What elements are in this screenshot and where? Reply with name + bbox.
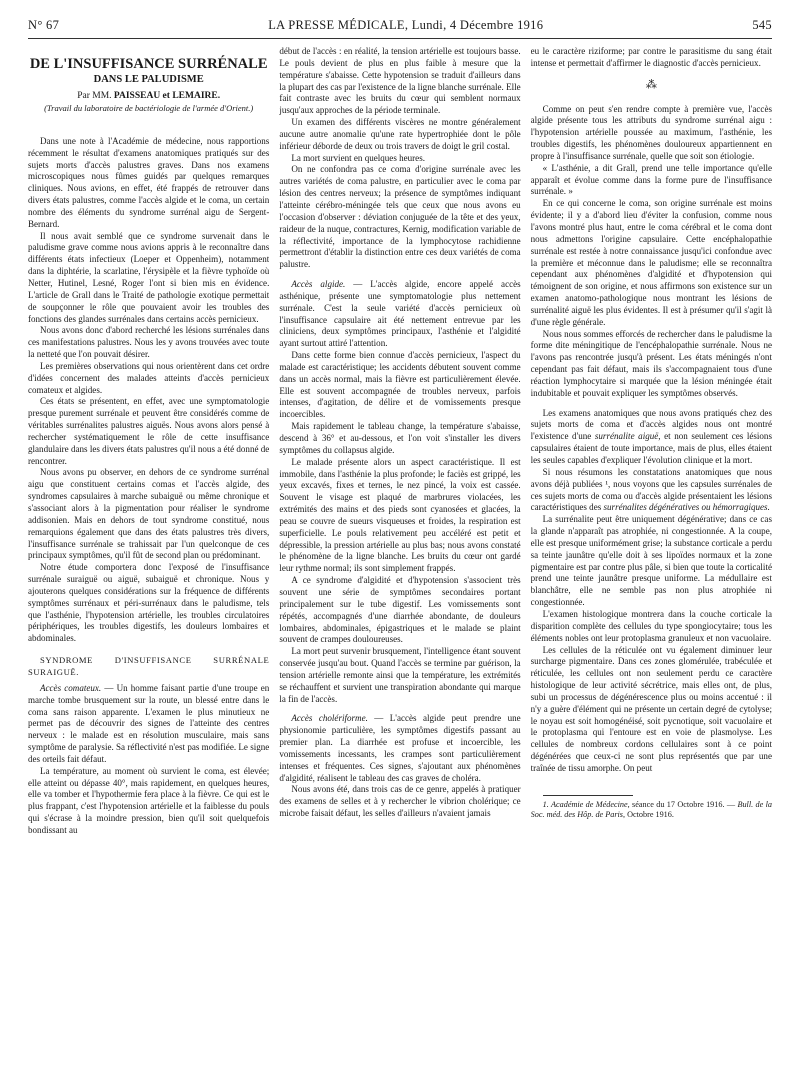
paragraph-lead: Accès cholériforme. bbox=[291, 713, 368, 724]
issue-number: N° 67 bbox=[28, 17, 60, 32]
page-number: 545 bbox=[752, 17, 772, 32]
paragraph: A ce syndrome d'algidité et d'hypotension s'associent très souvent une série de symptômes secondaires portant principalement sur le tube digestif. Les vomissements sont répétés, accompagnés d'une diarrhée abondante, de douleurs lombaires, abdominales, épigastriques et le malade se plaint souvent de crampes douloureuses. bbox=[279, 575, 521, 645]
footnote-text: , Octobre 1916. bbox=[622, 810, 674, 820]
paragraph: La température, au moment où survient le coma, est élevée; elle atteint ou dépasse 40°, mais rapidement, en quelques heures, elle va tomber et l'hypothermie fera place à la fièvre. Ce qui est le plus frappant, c'est l'hypotension artérielle et la faiblesse du pouls qui s'écrase à la moindre pression, bien qu'il soit quelquefois bondissant au bbox=[28, 765, 270, 835]
paragraph-emphasis: surrénalite aiguë bbox=[594, 431, 659, 442]
footnote-source: 1. Académie de Médecine bbox=[542, 799, 628, 809]
paragraph: La mort survient en quelques heures. bbox=[291, 152, 425, 163]
paragraph: Ces états se présentent, en effet, avec une symptomatologie presque purement surrénale et peuvent être considérés comme de véritables surrénalites palustres aiguës. Nous avons alors pensé à rechercher systématiquement le rôle de cette insuffisance glandulaire dans les divers états palustres qu'il nous a été donné de rencontrer. bbox=[28, 396, 270, 466]
paragraph bbox=[531, 467, 772, 514]
column-1 bbox=[28, 46, 269, 1068]
paragraph: eu le caractère riziforme; par contre le parasitisme du sang était intense et permettait d'affirmer le diagnostic d'accès pernicieux. bbox=[530, 46, 772, 68]
paragraph-lead: Accès comateux. bbox=[40, 682, 102, 693]
running-header bbox=[28, 14, 772, 36]
paragraph: Nous nous sommes efforcés de rechercher dans le paludisme la forme dite méningitique de l'encéphalopathie surrénale. Nous ne l'avons pas rencontrée jusqu'à présent. Les états méningés n'ont cependant pas fait défaut, mais ils s'accompagnaient tous d'une réaction lymphocytaire si marquée que la lésion méningée était indubitable et pouvait expliquer les symptômes observés. bbox=[530, 328, 772, 398]
paragraph: L'examen histologique montrera dans la couche corticale la disparition complète des cellules du type spongiocytaire; tous les éléments nobles ont leur protoplasma granuleux et non vacuolaire. bbox=[530, 608, 772, 643]
footnote bbox=[531, 800, 772, 821]
paragraph-text: , et non seulement ces lésions capsulaires étaient de toute importance, mais de plus, elles étaient les seules capables d'expliquer l'évolution clinique et la mort. bbox=[530, 431, 772, 465]
paragraph-text: Si nous résumons les constatations anatomiques que nous avons déjà publiées ¹, nous voyons que les capsules surrénales de ces sujets morts de coma ou d'accès algide présentaient les lésions caractéristiques des bbox=[530, 466, 772, 513]
journal-title: LA PRESSE MÉDICALE, Lundi, 4 Décembre 1916 bbox=[268, 17, 544, 32]
paragraph bbox=[279, 713, 520, 784]
authors-prefix: Par MM. bbox=[77, 91, 112, 101]
paragraph-emphasis: surrénalites dégénératives ou hémorragiques. bbox=[603, 502, 770, 513]
paragraph: Nous avons donc d'abord recherché les lésions surrénales dans ces manifestations palustres. Nous les y avons trouvées avec toute la netteté que l'on pouvait désirer. bbox=[28, 325, 270, 360]
paragraph-text: Les examens anatomiques que nous avons pratiqués chez des sujets morts de coma et d'accès algides nous ont montré l'existence d'une bbox=[530, 407, 772, 442]
paragraph: Nous avons été, dans trois cas de ce genre, appelés à pratiquer des examens de selles et à y rechercher le vibrion cholérique; ce microbe faisait défaut, les selles d'ailleurs n'avaient jamais bbox=[279, 784, 521, 819]
column-2 bbox=[279, 46, 520, 1068]
paragraph-text: — L'accès algide, encore appelé accès asthénique, présente une symptomatologie plus nettement surrénale. C'est la seule variété d'accès pernicieux où l'insuffisance capsulaire ait été nettement entrevue par les cliniciens, deux symptômes principaux, l'asthénie et l'algidité ayant surtout attiré l'attention. bbox=[279, 279, 521, 349]
paragraph: La mort peut survenir brusquement, l'intelligence étant souvent conservée jusqu'au bout. Quand l'accès se termine par guérison, la tension artérielle remonte ainsi que la température, les extrémités se réchauffent et survient une transpiration abondante qui marque la fin de l'accès. bbox=[279, 646, 521, 704]
article-title: DE L'INSUFFISANCE SURRÉNALE bbox=[29, 56, 268, 72]
paragraph: Nous avons pu observer, en dehors de ce syndrome surrénal aigu que constituent certains comas et l'accès algide, des syndromes capsulaires à marche subaiguë ou même chronique et s'associant alors à la pigmentation pour réaliser le syndrome addisonien. Mais en dehors de tout syndrome constitué, nous remarquions également que dans des états palustres très divers, l'insuffisance surrénale se trahissait par l'un quelconque de ces principaux symptômes, qu'il fût de second plan ou prédominant. bbox=[28, 467, 270, 561]
paragraph-text: — L'accès algide peut prendre une physionomie particulière, les symptômes digestifs passant au premier plan. La diarrhée est profuse et incoercible, les vomissements incessants, les crampes sont particulièrement intenses et fréquentes. Ces signes, s'ajoutant aux phénomènes d'algidité, réalisent le tableau des cas graves de choléra. bbox=[279, 713, 521, 783]
paragraph: « L'asthénie, a dit Grall, prend une telle importance qu'elle apparaît et évolue comme dans la forme pure de l'insuffisance surrénale. » bbox=[530, 162, 772, 197]
article-affiliation: (Travail du laboratoire de bactériologie de l'armée d'Orient.) bbox=[44, 102, 254, 113]
paragraph: En ce qui concerne le coma, son origine surrénale est moins évidente; il y a d'abord lieu d'éviter la confusion, comme nous l'avons montré plus haut, entre le coma cérébral et le coma dont nous admettons l'origine capsulaire. Cette encéphalopathie surrénale est restée à notre connaissance jusqu'ici confondue avec la première et méconnue dans le paludisme; elle se reconnaîtra cependant aux phénomènes d'algidité et d'hypotension qui témoignent de son origine, et nous affirmons son existence sur un examen anatomo-pathologique nous montrant les lésions de surrénalité aiguë les plus évidentes. Il est à présumer qu'il s'agit là d'une règle générale. bbox=[530, 198, 772, 327]
paragraph-text: — Un homme faisant partie d'une troupe en marche tombe brusquement sur la route, un blessé entre dans le coma sans raison apparente. L'examen le plus minutieux ne permet pas de découvrir des signes de l'atteinte des centres nerveux : le malade est en résolution musculaire, mais sans symptôme de paralysie. Sa réflectivité n'est pas modifiée. Le signe des orteils fait défaut. bbox=[28, 682, 270, 764]
paragraph: On ne confondra pas ce coma d'origine surrénale avec les autres variétés de coma palustre, en particulier avec le coma par lésion des centres nerveux; la présence de symptômes indiquant l'atteinte cérébro-méningée tels que ceux que nous avons eu l'occasion d'observer : déviation conjuguée de la tête et des yeux, raideur de la nuque, contractures, Kernig, modification variable de la réflectivité, importance de la lymphocytose rachidienne permettront d'établir la distinction entre ces deux variétés de coma palustre. bbox=[279, 164, 521, 270]
footnote-source: Bull. de la Soc. méd. des Hôp. de Paris bbox=[530, 799, 772, 820]
column-3 bbox=[531, 46, 772, 1068]
paragraph: Notre étude comportera donc l'exposé de l'insuffisance surrénale suraiguë ou aiguë, subaiguë et chronique. Nous y ajouterons quelques considérations sur la fréquence de différents symptômes surrénaux et péri-surrénaux dans le paludisme, tels que l'asthénie, l'hypotension artérielle, les troubles circulatoires périphériques, les troubles digestifs, les douleurs lombaires et abdominales. bbox=[28, 562, 270, 644]
paragraph: Comme on peut s'en rendre compte à première vue, l'accès algide présente tous les attributs du syndrome surrénal aigu : l'hypotension artérielle poussée au maximum, l'asthénie, les troubles digestifs, les phénomènes douloureux appartiennent en propre à l'insuffisance surrénale, quelle que soit son étiologie. bbox=[530, 103, 772, 161]
authors-names: PAISSEAU et LEMAIRE. bbox=[113, 91, 221, 101]
paragraph: Un examen des différents viscères ne montre généralement aucune autre anomalie qu'une rate hypertrophiée dont le pôle inférieur déborde de deux ou trois travers de doigt le gril costal. bbox=[279, 117, 521, 151]
article-subtitle: DANS LE PALUDISME bbox=[93, 74, 204, 85]
paragraph-lead: Accès algide. bbox=[291, 279, 346, 290]
paragraph: Dans une note à l'Académie de médecine, nous rapportions récemment le résultat d'examens anatomiques pratiqués sur des sujets morts d'accès palustres graves. Dans nos examens microscopiques nous fûmes guidés par quelques remarques cliniques. Nous avions, en effet, été frappés de retrouver dans divers états palustres, comme l'accès algide et le coma, un certain nombre des éléments du syndrome surrénal aigu de Sergent-Bernard. bbox=[28, 135, 270, 229]
paragraph bbox=[531, 408, 772, 467]
section-heading: SYNDROME D'INSUFFISANCE SURRÉNALE SURAIGUË. bbox=[28, 655, 270, 677]
paragraph bbox=[279, 279, 520, 350]
paragraph: Les premières observations qui nous orientèrent dans cet ordre d'idées concernent des malades atteints d'accès pernicieux comateux et algides. bbox=[28, 360, 270, 395]
section-separator: ⁂ bbox=[645, 78, 657, 91]
paragraph: Le malade présente alors un aspect caractéristique. Il est immobile, dans l'asthénie la plus profonde; le faciès est grippé, les yeux excavés, fixes et ternes, le nez pincé, la voix est cassée. Souvent le visage est plaqué de marbrures violacées, les extrémités des mains et des pieds sont cyanosées et glacées, la peau se couvre de sueurs visqueuses et froides, la respiration est superficielle. Le pouls relativement peu accéléré est petit et dépressible, la pression artérielle au plus bas; nous avons constaté le phénomène de la ligne blanche. Les bruits du cœur ont gardé leur rythme normal; ils sont simplement frappés. bbox=[279, 456, 521, 574]
header-rule bbox=[28, 38, 772, 39]
article-columns bbox=[28, 46, 772, 1068]
paragraph: Mais rapidement le tableau change, la température s'abaisse, descend à 36° et au-dessous, et l'on voit s'installer les divers symptômes du collapsus algide. bbox=[279, 421, 521, 455]
paragraph bbox=[28, 683, 269, 766]
footnote-rule bbox=[543, 795, 633, 796]
article-authors bbox=[28, 91, 269, 103]
paragraph: Dans cette forme bien connue d'accès pernicieux, l'aspect du malade est caractéristique; les accidents débutent souvent comme dans un accès normal, mais la fièvre est particulièrement élevée. Elle est souvent accompagnée de troubles nerveux, parfois intenses, d'agitation, de délire et de vomissements presque incoercibles. bbox=[279, 350, 521, 420]
footnote-text: , séance du 17 Octobre 1916. — bbox=[627, 799, 738, 809]
paragraph: Les cellules de la réticulée ont vu également diminuer leur surcharge pigmentaire. Dans ces zones glomérulée, trabéculée et réticulée, les cellules ont non seulement perdu ce caractère histologique de leur activité sécrétrice, mais elles ont, de plus, subi un processus de dégénérescence plus ou moins accentué : il n'y a guère d'élément qui ne présente un certain degré de cytolyse; le noyau est soit homogénéisé, soit pycnotique, soit vacuolaire et le protoplasma qui l'entoure est en voie de plasmolyse. Les cellules de nombreux cordons cellulaires sont à ce point dégénérées que ceux-ci ne sont plus représentés que par une traînée de tissu amorphe. On peut bbox=[530, 644, 772, 773]
paragraph: début de l'accès : en réalité, la tension artérielle est toujours basse. Le pouls devient de plus en plus faible à mesure que la température s'abaisse. Cette hypotension se traduit d'ailleurs dans la plupart des cas par l'existence de la ligne blanche surrénale. Elle fait contraste avec les bruits du cœur qui semblent normaux jusqu'aux approches de la période terminale. bbox=[279, 46, 521, 116]
paragraph: Il nous avait semblé que ce syndrome survenait dans le paludisme grave comme nous avions appris à le reconnaître dans différents états infectieux (Loeper et Oppenheim), notamment dans la diphtérie, la scarlatine, l'érysipèle et la fièvre typhoïde où Netter, Hutinel, Lesné, Roger l'ont si bien mis en évidence. L'article de Grall dans le Traité de pathologie exotique permettait de soupçonner le rôle que pouvaient avoir les troubles des fonctions des glandes surrénales dans certains accès pernicieux. bbox=[28, 230, 270, 324]
paragraph: La surrénalite peut être uniquement dégénérative; dans ce cas la glande n'apparaît pas atrophiée, ni congestionnée. A la coupe, elle est presque uniformément grise; la substance corticale a perdu sa teinte jaunâtre qu'elle doit à ses lipoïdes normaux et la zone pigmentaire est par contre plus pâle, si bien que toute la corticalité prend une teinte jaunâtre presque uniforme. La médullaire est blanchâtre, elle ne semble pas non plus atrophiée ni congestionnée. bbox=[530, 514, 772, 608]
